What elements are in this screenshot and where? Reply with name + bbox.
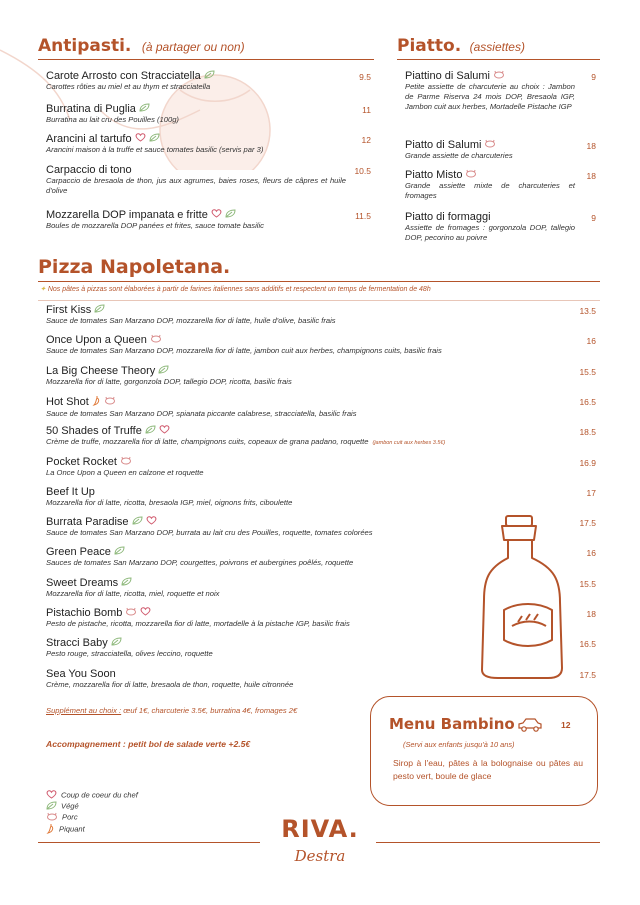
pizza-item-name: Hot Shot — [46, 395, 89, 408]
footer-left-rule — [38, 842, 260, 843]
pork-icon — [150, 334, 162, 346]
pizza-item-description: Pesto rouge, stracciatella, olives leccino, roquette — [46, 649, 213, 659]
pizza-item-name: 50 Shades of Truffe — [46, 425, 142, 438]
piatto-divider — [397, 59, 600, 60]
piatto-item-name: Piattino di Salumi — [405, 70, 490, 82]
pizza-item-description: Pesto de pistache, ricotta, mozzarella fior di latte, mortadelle à la pistache IGP, basilic frais — [46, 619, 350, 629]
piatto-item-price: 9 — [591, 213, 596, 223]
heart-icon — [159, 425, 170, 437]
bambino-title: Menu Bambino — [389, 715, 515, 733]
pizza-item-name: Pocket Rocket — [46, 455, 117, 468]
veg-icon — [132, 516, 143, 528]
spicy-icon — [46, 823, 55, 836]
veg-icon — [139, 103, 150, 115]
antipasti-item — [46, 133, 356, 155]
veg-icon — [204, 70, 215, 82]
pizza-item-price: 16.5 — [579, 396, 596, 407]
pork-icon — [104, 396, 116, 408]
veg-icon — [114, 546, 125, 558]
pizza-item-price: 16.5 — [579, 639, 596, 650]
piatto-item-name: Piatto Misto — [405, 169, 463, 181]
veg-icon — [111, 637, 122, 649]
antipasti-heading — [38, 36, 245, 56]
brand-logo: RIVA. — [281, 815, 359, 843]
pizza-item — [46, 395, 576, 419]
antipasti-item-price: 11 — [362, 105, 371, 115]
bambino-price: 12 — [561, 720, 571, 730]
pizza-item — [46, 456, 576, 478]
pork-icon — [484, 139, 496, 151]
veg-icon — [121, 577, 132, 589]
veg-icon — [94, 304, 105, 316]
pizza-item-name: Sea You Soon — [46, 667, 116, 680]
antipasti-item — [46, 164, 356, 196]
pizza-item-name: Burrata Paradise — [46, 516, 129, 529]
antipasti-title: Antipasti. — [38, 36, 132, 56]
pizza-item-name: Sweet Dreams — [46, 576, 119, 589]
antipasti-item-name: Arancini al tartufo — [46, 133, 132, 145]
heart-icon — [46, 790, 57, 801]
heart-icon — [146, 516, 157, 528]
heart-icon — [211, 209, 222, 221]
pizza-item-description: Crème de truffe, mozzarella fior di latte, champignons cuits, copeaux de grana padano, roquette — [46, 437, 369, 447]
pizza-item-description: Mozzarella fior di latte, ricotta, bresaola IGP, miel, oignons frits, ciboulette — [46, 497, 293, 507]
pizza-item-name: Stracci Baby — [46, 637, 108, 650]
antipasti-item-name: Mozzarella DOP impanata e fritte — [46, 209, 208, 221]
pizza-item-price: 18.5 — [579, 427, 596, 438]
legend-item — [46, 801, 79, 812]
piatto-item-description: Assiette de fromages : gorgonzola DOP, tallegio DOP, pecorino au poivre — [405, 223, 575, 242]
menu-bambino-card — [370, 696, 598, 806]
antipasti-item-price: 9.5 — [359, 72, 371, 82]
pizza-item-price: 17 — [586, 487, 596, 498]
piatto-item-price: 18 — [586, 171, 596, 181]
antipasti-item-description: Burratina au lait cru des Pouilles (100g) — [46, 115, 179, 125]
pizza-item-description: Sauce de tomates San Marzano DOP, mozzarella fior di latte, jambon cuit aux herbes, champignons cuits, basilic frais — [46, 346, 442, 356]
pizza-item-price: 15.5 — [579, 366, 596, 377]
pizza-item-name: First Kiss — [46, 304, 92, 316]
pizza-item-price: 16 — [586, 548, 596, 559]
pizza-item-name: Pistachio Bomb — [46, 607, 123, 619]
antipasti-item — [46, 103, 356, 125]
antipasti-item — [46, 209, 356, 231]
antipasti-divider — [38, 59, 374, 60]
legend-label: Porc — [62, 812, 78, 822]
pork-icon — [493, 70, 505, 82]
bottle-illustration — [468, 510, 578, 685]
pizza-item-price: 17.5 — [579, 669, 596, 680]
piatto-item-name: Piatto di formaggi — [405, 211, 491, 223]
spicy-icon — [92, 395, 101, 409]
pizza-item-description: Sauces de tomates San Marzano DOP, courgettes, poivrons et aubergines poêlés, roquette — [46, 558, 354, 568]
pizza-item-description: Sauce de tomates San Marzano DOP, spianata piccante calabrese, stracciatella, basilic frais — [46, 408, 357, 418]
antipasti-item-description: Carottes rôties au miel et au thym et stracciatella — [46, 82, 211, 92]
wheat-icon: ✦ — [40, 286, 46, 293]
antipasti-item-description: Boules de mozzarella DOP panées et frites, sauce tomate basilic — [46, 221, 264, 231]
pizza-item-price: 16.9 — [579, 457, 596, 468]
pizza-item-name: La Big Cheese Theory — [46, 364, 156, 377]
legend-item — [46, 812, 78, 823]
pizza-divider — [38, 281, 600, 282]
pizza-item-name: Green Peace — [46, 546, 111, 559]
piatto-item-price: 18 — [586, 141, 596, 151]
accompagnement-line: Accompagnement : petit bol de salade verte +2.5€ — [46, 739, 251, 749]
pizza-item-description: Crème, mozzarella fior di latte, bresaola de thon, roquette, huile citronnée — [46, 679, 294, 689]
pizza-item — [46, 334, 576, 356]
antipasti-item-description: Carpaccio de bresaola de thon, jus aux agrumes, baies roses, fleurs de câpres et huile d'olive — [46, 176, 346, 195]
bambino-description: Sirop à l'eau, pâtes à la bolognaise ou pâtes au pesto vert, boule de glace — [393, 758, 583, 781]
pizza-item-price: 16 — [586, 336, 596, 347]
heart-icon — [140, 607, 151, 619]
pizza-item — [46, 304, 576, 326]
pizza-note — [40, 285, 431, 293]
antipasti-subtitle: (à partager ou non) — [141, 40, 245, 54]
pizza-item-price: 18 — [586, 609, 596, 619]
piatto-title: Piatto. — [397, 36, 462, 56]
bambino-subtitle: (Servi aux enfants jusqu'à 10 ans) — [403, 740, 515, 749]
pizza-item-description: Mozzarella fior di latte, gorgonzola DOP, tallegio DOP, ricotta, basilic frais — [46, 376, 292, 386]
piatto-item-price: 9 — [591, 72, 596, 82]
antipasti-item-name: Burratina di Puglia — [46, 103, 136, 115]
antipasti-item-price: 12 — [361, 135, 371, 145]
pizza-item-name: Once Upon a Queen — [46, 334, 147, 347]
piatto-subtitle: (assiettes) — [469, 40, 525, 54]
pizza-item-name: Beef It Up — [46, 485, 95, 498]
pork-icon — [125, 607, 137, 619]
pork-icon — [120, 456, 132, 468]
piatto-item-description: Grande assiette de charcuteries — [405, 151, 513, 161]
supplement-label: Supplément au choix : — [46, 706, 122, 715]
pork-icon — [46, 812, 58, 823]
pizza-item-description: La Once Upon a Queen en calzone et roquette — [46, 467, 204, 477]
legend-label: Piquant — [59, 824, 85, 834]
pizza-item — [46, 365, 576, 387]
legend-item — [46, 823, 85, 836]
pizza-item — [46, 486, 576, 508]
piatto-item-name: Piatto di Salumi — [405, 139, 482, 151]
piatto-heading — [397, 36, 525, 56]
heart-icon — [135, 133, 146, 145]
pizza-item-price: 13.5 — [579, 306, 596, 316]
antipasti-item-price: 10.5 — [354, 166, 371, 176]
pizza-item-description: Sauce de tomates San Marzano DOP, mozzarella fior di latte, huile d'olive, basilic frais — [46, 316, 336, 326]
brand-script: Destra — [294, 847, 346, 865]
antipasti-item — [46, 70, 356, 92]
pizza-note-text: Nos pâtes à pizzas sont élaborées à partir de farines italiennes sans additifs et respectent un temps de fermentation de 48h — [47, 286, 431, 293]
supplement-line — [46, 706, 297, 715]
pizza-item-description: Mozzarella fior di latte, ricotta, miel, roquette et noix — [46, 588, 220, 598]
piatto-item-description: Petite assiette de charcuterie au choix : Jambon de Parme Riserva 24 mois DOP, Bresaola IGP, Jambon cuit aux herbes, Mortadelle Pistache IGP — [405, 82, 575, 112]
veg-icon — [158, 365, 169, 377]
antipasti-item-name: Carote Arrosto con Stracciatella — [46, 70, 201, 82]
legend-label: Végé — [61, 801, 79, 811]
car-icon — [517, 717, 543, 733]
veg-icon — [225, 209, 236, 221]
legend-label: Coup de coeur du chef — [61, 790, 138, 800]
antipasti-item-description: Arancini maison à la truffe et sauce tomates basilic (servis par 3) — [46, 145, 264, 155]
pizza-item-extra: (jambon cuit aux herbes 3.5€) — [372, 440, 446, 447]
veg-icon — [46, 801, 57, 812]
pizza-item-price: 15.5 — [579, 578, 596, 589]
pizza-item — [46, 425, 576, 448]
pizza-item-price: 17.5 — [579, 518, 596, 529]
pizza-note-divider — [38, 300, 600, 301]
supplement-text: œuf 1€, charcuterie 3.5€, burratina 4€, fromages 2€ — [123, 706, 298, 715]
legend-item — [46, 790, 138, 801]
veg-icon — [145, 425, 156, 437]
pizza-item-description: Sauce de tomates San Marzano DOP, burrata au lait cru des Pouilles, roquette, tomates colorées — [46, 528, 373, 538]
antipasti-item-price: 11.5 — [355, 211, 371, 221]
piatto-item-description: Grande assiette mixte de charcuteries et fromages — [405, 181, 575, 201]
antipasti-item-name: Carpaccio di tono — [46, 164, 132, 176]
footer-right-rule — [376, 842, 600, 843]
pork-icon — [465, 169, 477, 181]
pizza-title: Pizza Napoletana. — [38, 256, 231, 278]
veg-icon — [149, 133, 160, 145]
